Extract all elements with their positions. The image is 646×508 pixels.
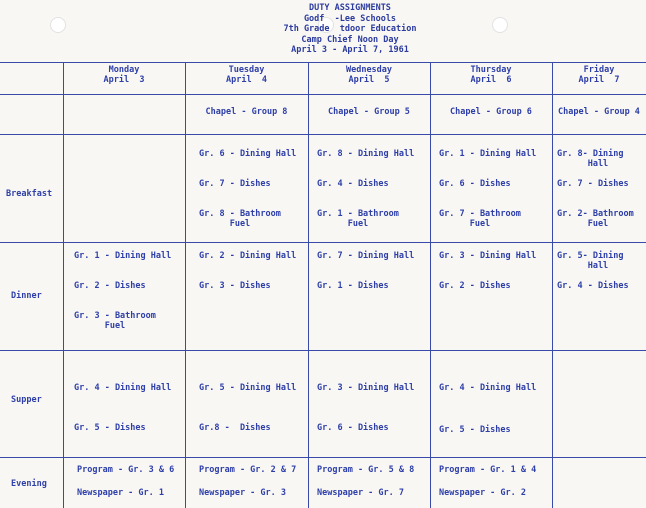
assignment: Gr. 8 - Dining Hall bbox=[317, 149, 415, 159]
chapel-friday: Chapel - Group 4 bbox=[558, 107, 640, 117]
assignment: Gr. 1 - Dining Hall bbox=[439, 149, 537, 159]
grid-line-supper bbox=[0, 457, 646, 458]
grid-line-col-1 bbox=[63, 62, 64, 508]
assignment: Gr. 1 - Bathroom Fuel bbox=[317, 209, 399, 229]
assignment: Gr. 8- Dining Hall bbox=[557, 149, 624, 169]
header-school: Godf -Lee Schools bbox=[303, 13, 397, 24]
assignment: Newspaper - Gr. 2 bbox=[439, 488, 526, 498]
day-name: Monday bbox=[108, 65, 140, 75]
grid-line-col-2 bbox=[185, 62, 186, 508]
assignment: Gr. 5 - Dining Hall bbox=[199, 383, 297, 393]
chapel-thursday: Chapel - Group 6 bbox=[450, 107, 532, 117]
day-date: April 3 bbox=[103, 75, 145, 85]
assignment: Gr.8 - Dishes bbox=[199, 423, 271, 433]
day-header-thursday bbox=[430, 65, 552, 85]
assignment: Program - Gr. 5 & 8 bbox=[317, 465, 415, 475]
row-label-breakfast: Breakfast bbox=[6, 189, 53, 199]
assignment: Gr. 6 - Dining Hall bbox=[199, 149, 297, 159]
assignment: Gr. 3 - Dishes bbox=[199, 281, 271, 291]
assignment: Gr. 7 - Bathroom Fuel bbox=[439, 209, 521, 229]
day-header-tuesday bbox=[185, 65, 308, 85]
assignment: Gr. 7 - Dishes bbox=[199, 179, 271, 189]
assignment: Gr. 2 - Dining Hall bbox=[199, 251, 297, 261]
header-title: DUTY ASSIGNMENTS bbox=[309, 3, 391, 13]
day-header-monday bbox=[63, 65, 185, 85]
grid-line-col-3 bbox=[308, 62, 309, 508]
assignment: Gr. 6 - Dishes bbox=[317, 423, 389, 433]
day-date: April 7 bbox=[578, 75, 620, 85]
grid-line-col-4 bbox=[430, 62, 431, 508]
day-name: Friday bbox=[583, 65, 615, 75]
grid-line-chapel bbox=[0, 134, 646, 135]
header-camp: Camp Chief Noon Day bbox=[301, 34, 399, 45]
row-label-evening: Evening bbox=[11, 479, 47, 489]
assignment: Gr. 4 - Dining Hall bbox=[74, 383, 172, 393]
assignment: Gr. 1 - Dishes bbox=[317, 281, 389, 291]
day-header-wednesday bbox=[308, 65, 430, 85]
chapel-tuesday: Chapel - Group 8 bbox=[205, 107, 288, 117]
assignment: Gr. 5 - Dishes bbox=[74, 423, 146, 433]
grid-line-dinner bbox=[0, 350, 646, 351]
grid-line-breakfast bbox=[0, 242, 646, 243]
assignment: Program - Gr. 3 & 6 bbox=[77, 465, 175, 475]
grid-line-header bbox=[0, 94, 646, 95]
day-date: April 4 bbox=[226, 75, 267, 85]
assignment: Gr. 3 - Bathroom Fuel bbox=[74, 311, 156, 331]
assignment: Gr. 2 - Dishes bbox=[74, 281, 146, 291]
assignment: Gr. 4 - Dishes bbox=[557, 281, 629, 291]
assignment: Gr. 7 - Dining Hall bbox=[317, 251, 415, 261]
assignment: Gr. 4 - Dishes bbox=[317, 179, 389, 189]
assignment: Gr. 4 - Dining Hall bbox=[439, 383, 537, 393]
day-date: April 5 bbox=[348, 75, 390, 85]
assignment: Newspaper - Gr. 7 bbox=[317, 488, 404, 498]
assignment: Gr. 2 - Dishes bbox=[439, 281, 511, 291]
document-header bbox=[150, 3, 550, 56]
punch-hole-left bbox=[50, 17, 66, 33]
day-header-friday bbox=[552, 65, 646, 85]
assignment: Gr. 2- Bathroom Fuel bbox=[557, 209, 634, 229]
day-name: Wednesday bbox=[345, 65, 393, 75]
assignment: Program - Gr. 1 & 4 bbox=[439, 465, 537, 475]
assignment: Gr. 3 - Dining Hall bbox=[317, 383, 415, 393]
assignment: Gr. 3 - Dining Hall bbox=[439, 251, 537, 261]
assignment: Gr. 5- Dining Hall bbox=[557, 251, 624, 271]
header-dates: April 3 - April 7, 1961 bbox=[291, 45, 409, 55]
row-label-dinner: Dinner bbox=[11, 291, 42, 301]
row-label-supper: Supper bbox=[11, 395, 42, 405]
day-date: April 6 bbox=[470, 75, 512, 85]
grid-line-col-5 bbox=[552, 62, 553, 508]
day-name: Tuesday bbox=[228, 65, 265, 75]
assignment: Newspaper - Gr. 3 bbox=[199, 488, 286, 498]
header-program: 7th Grade tdoor Education bbox=[283, 24, 417, 34]
chapel-wednesday: Chapel - Group 5 bbox=[328, 107, 410, 117]
grid-line-top bbox=[0, 62, 646, 63]
assignment: Newspaper - Gr. 1 bbox=[77, 488, 164, 498]
assignment: Gr. 6 - Dishes bbox=[439, 179, 511, 189]
assignment: Gr. 5 - Dishes bbox=[439, 425, 511, 435]
assignment: Program - Gr. 2 & 7 bbox=[199, 465, 297, 475]
assignment: Gr. 8 - Bathroom Fuel bbox=[199, 209, 281, 229]
day-name: Thursday bbox=[470, 65, 512, 75]
assignment: Gr. 1 - Dining Hall bbox=[74, 251, 172, 261]
assignment: Gr. 7 - Dishes bbox=[557, 179, 629, 189]
